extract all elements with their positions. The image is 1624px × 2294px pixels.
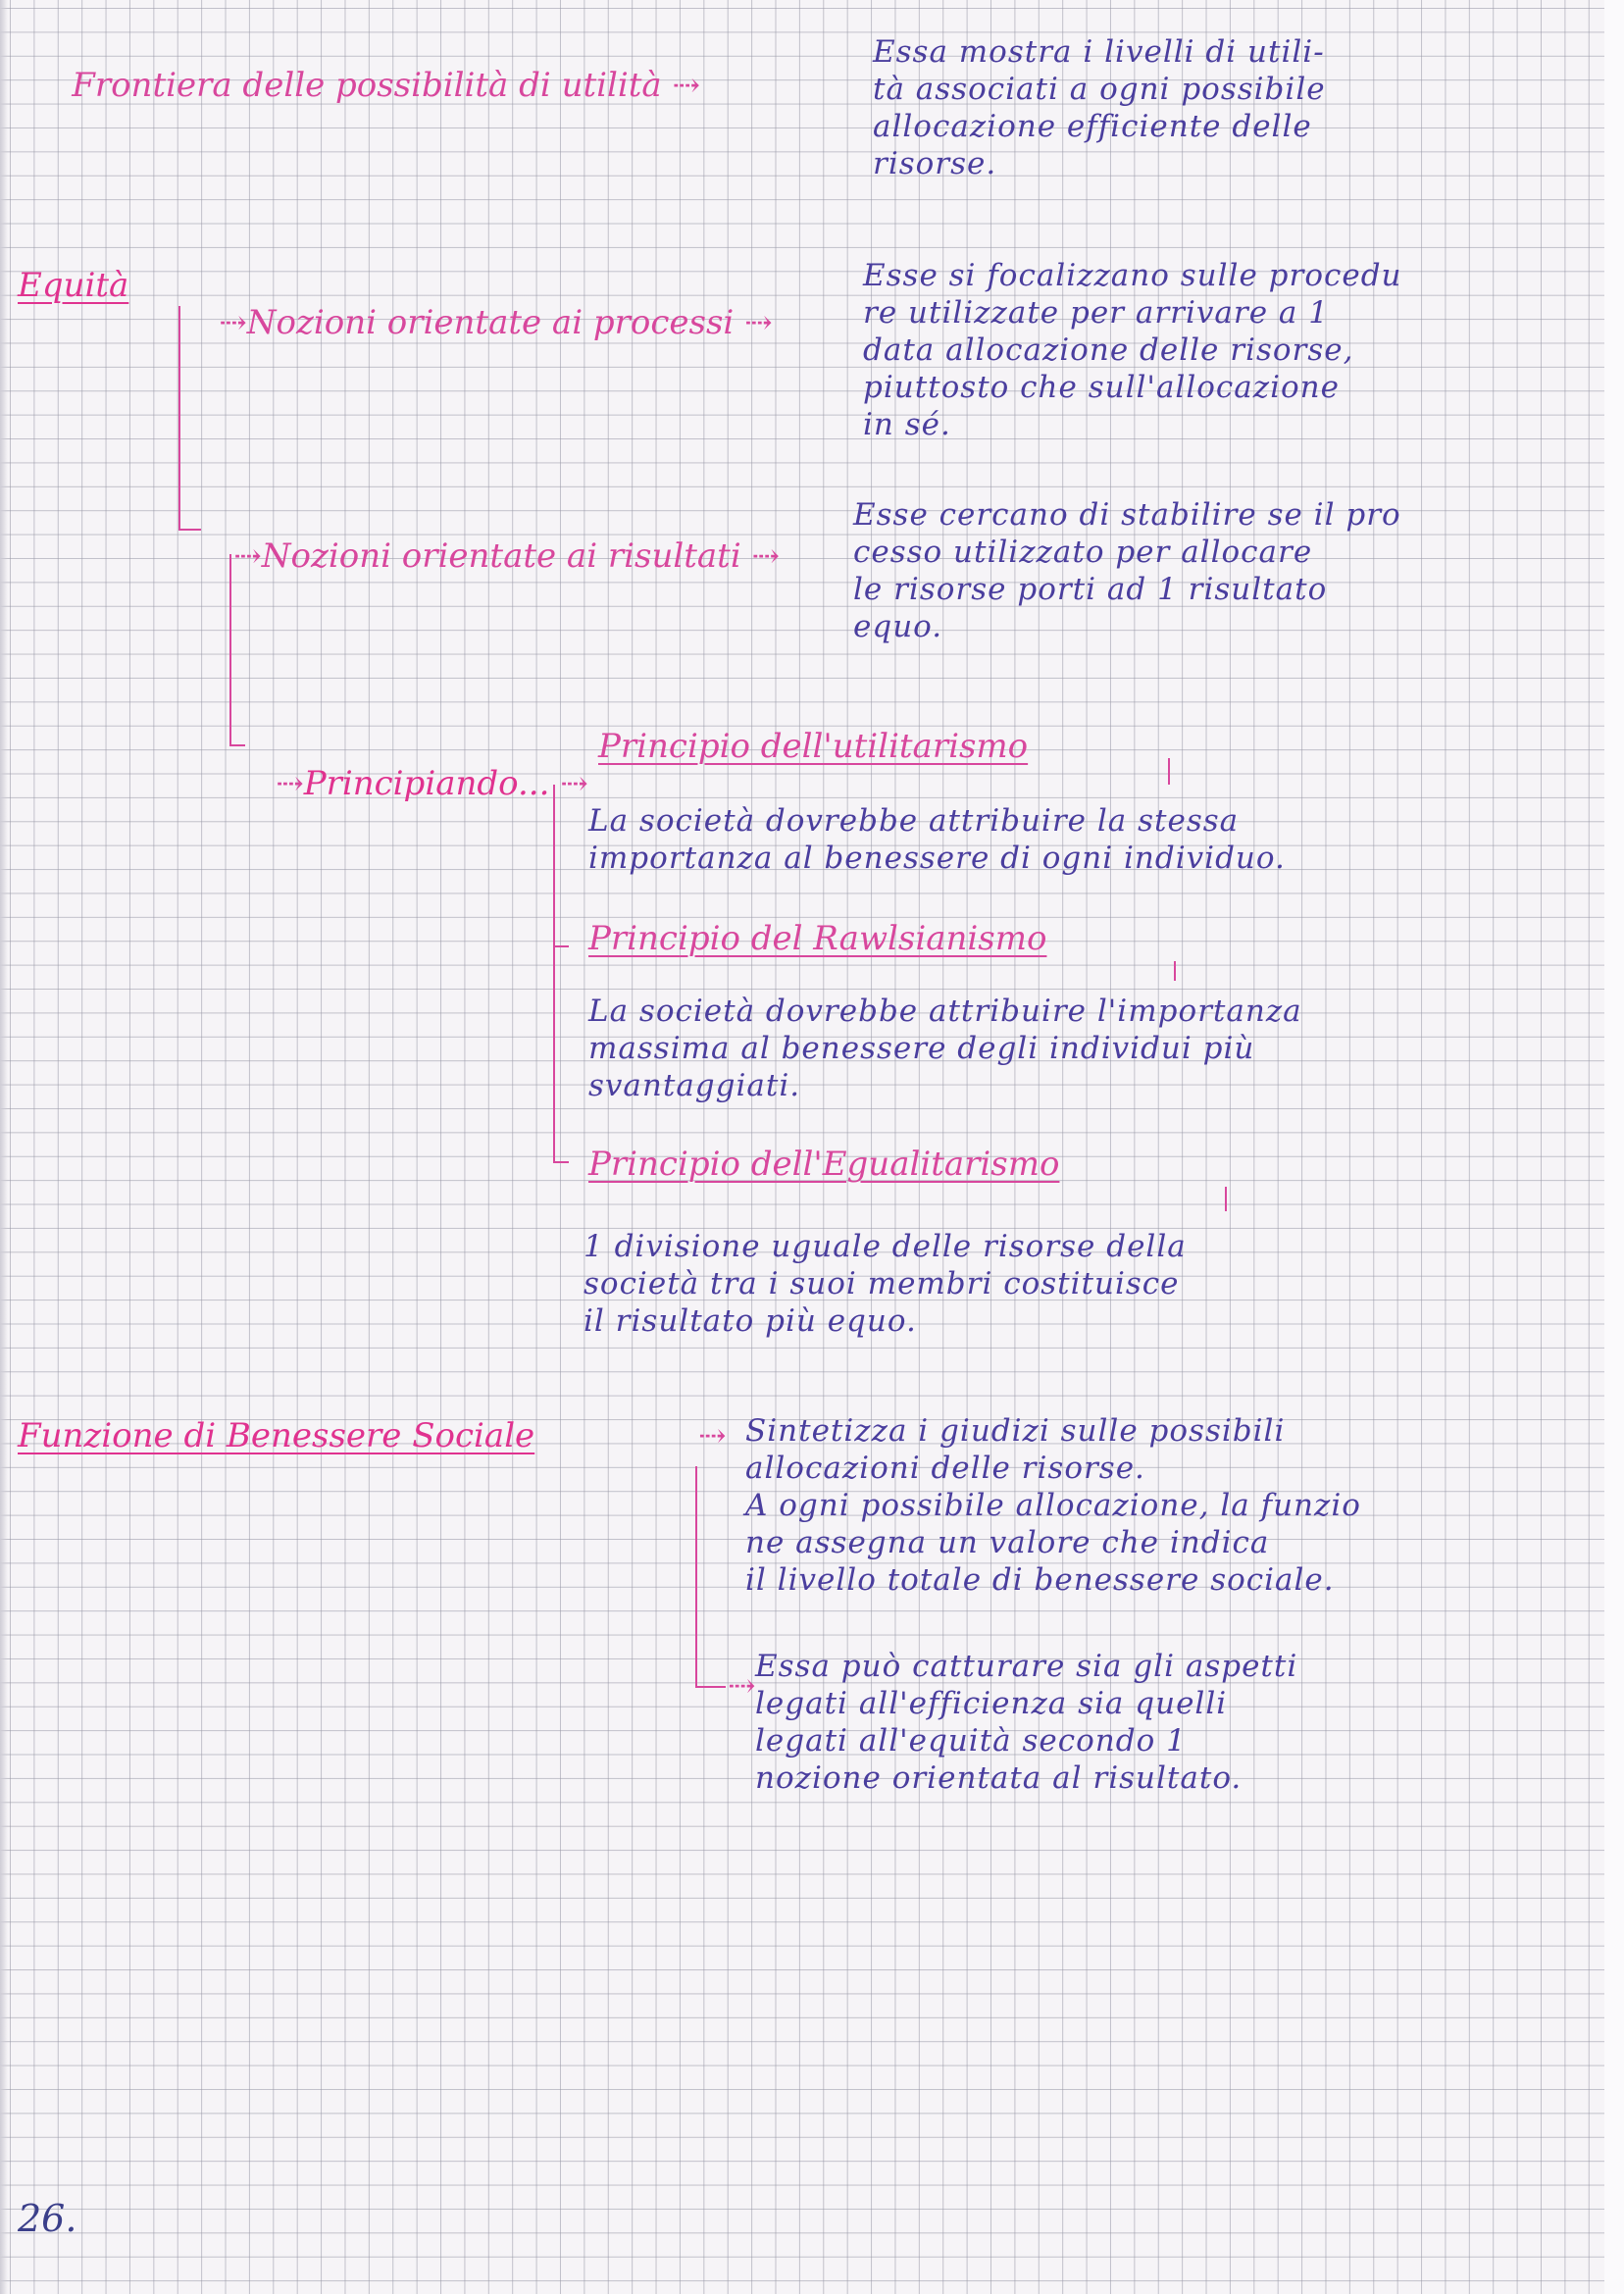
processi-label-text: Nozioni orientate ai processi xyxy=(246,303,735,342)
frontiera-desc: Essa mostra i livelli di utili- tà associati a ogni possibile allocazione efficiente delle risorse. xyxy=(873,34,1326,181)
utilitarismo-desc: La società dovrebbe attribuire la stessa importanza al benessere di ogni individuo. xyxy=(588,803,1286,876)
funzione-arrow: ⇢ xyxy=(698,1416,727,1455)
principiando-label-text: Principiando... xyxy=(303,764,550,803)
rawlsianismo-desc: La società dovrebbe attribuire l'importanza massima al benessere degli individui più svantaggiati. xyxy=(588,994,1302,1103)
funzione-title: Funzione di Benessere Sociale xyxy=(18,1416,535,1455)
frontiera-title-text: Frontiera delle possibilità di utilità xyxy=(72,66,662,105)
page-number: 26. xyxy=(18,2197,77,2240)
egualitarismo-label: Principio dell'Egualitarismo xyxy=(588,1145,1060,1184)
funzione-desc1: Sintetizza i giudizi sulle possibili allocazioni delle risorse. A ogni possibile allocazione, la funzio ne assegna un valore che indica il livello totale di benessere sociale. xyxy=(745,1413,1361,1598)
risultati-label-text: Nozioni orientate ai risultati xyxy=(261,536,741,576)
risultati-label: ⇢Nozioni orientate ai risultati ⇢ xyxy=(233,536,780,576)
egualitarismo-desc: 1 divisione uguale delle risorse della società tra i suoi membri costituisce il risultato più equo. xyxy=(584,1229,1187,1339)
funzione-arrow-2: ⇢ xyxy=(728,1666,756,1706)
processi-label: ⇢Nozioni orientate ai processi ⇢ xyxy=(219,303,773,342)
processi-desc: Esse si focalizzano sulle procedu re utilizzate per arrivare a 1 data allocazione delle risorse, piuttosto che sull'allocazione in sé. xyxy=(863,258,1402,442)
utilitarismo-label: Principio dell'utilitarismo xyxy=(598,727,1029,766)
risultati-desc: Esse cercano di stabilire se il pro cesso utilizzato per allocare le risorse porti ad 1 risultato equo. xyxy=(853,497,1401,644)
rawlsianismo-label: Principio del Rawlsianismo xyxy=(588,919,1047,958)
principiando-label: ⇢Principiando... ⇢ xyxy=(276,764,588,803)
equita-title: Equità xyxy=(18,266,129,305)
frontiera-title: Frontiera delle possibilità di utilità ⇢ xyxy=(72,66,700,105)
funzione-desc2: Essa può catturare sia gli aspetti legati all'efficienza sia quelli legati all'equità secondo 1 nozione orientata al risultato. xyxy=(755,1649,1298,1796)
